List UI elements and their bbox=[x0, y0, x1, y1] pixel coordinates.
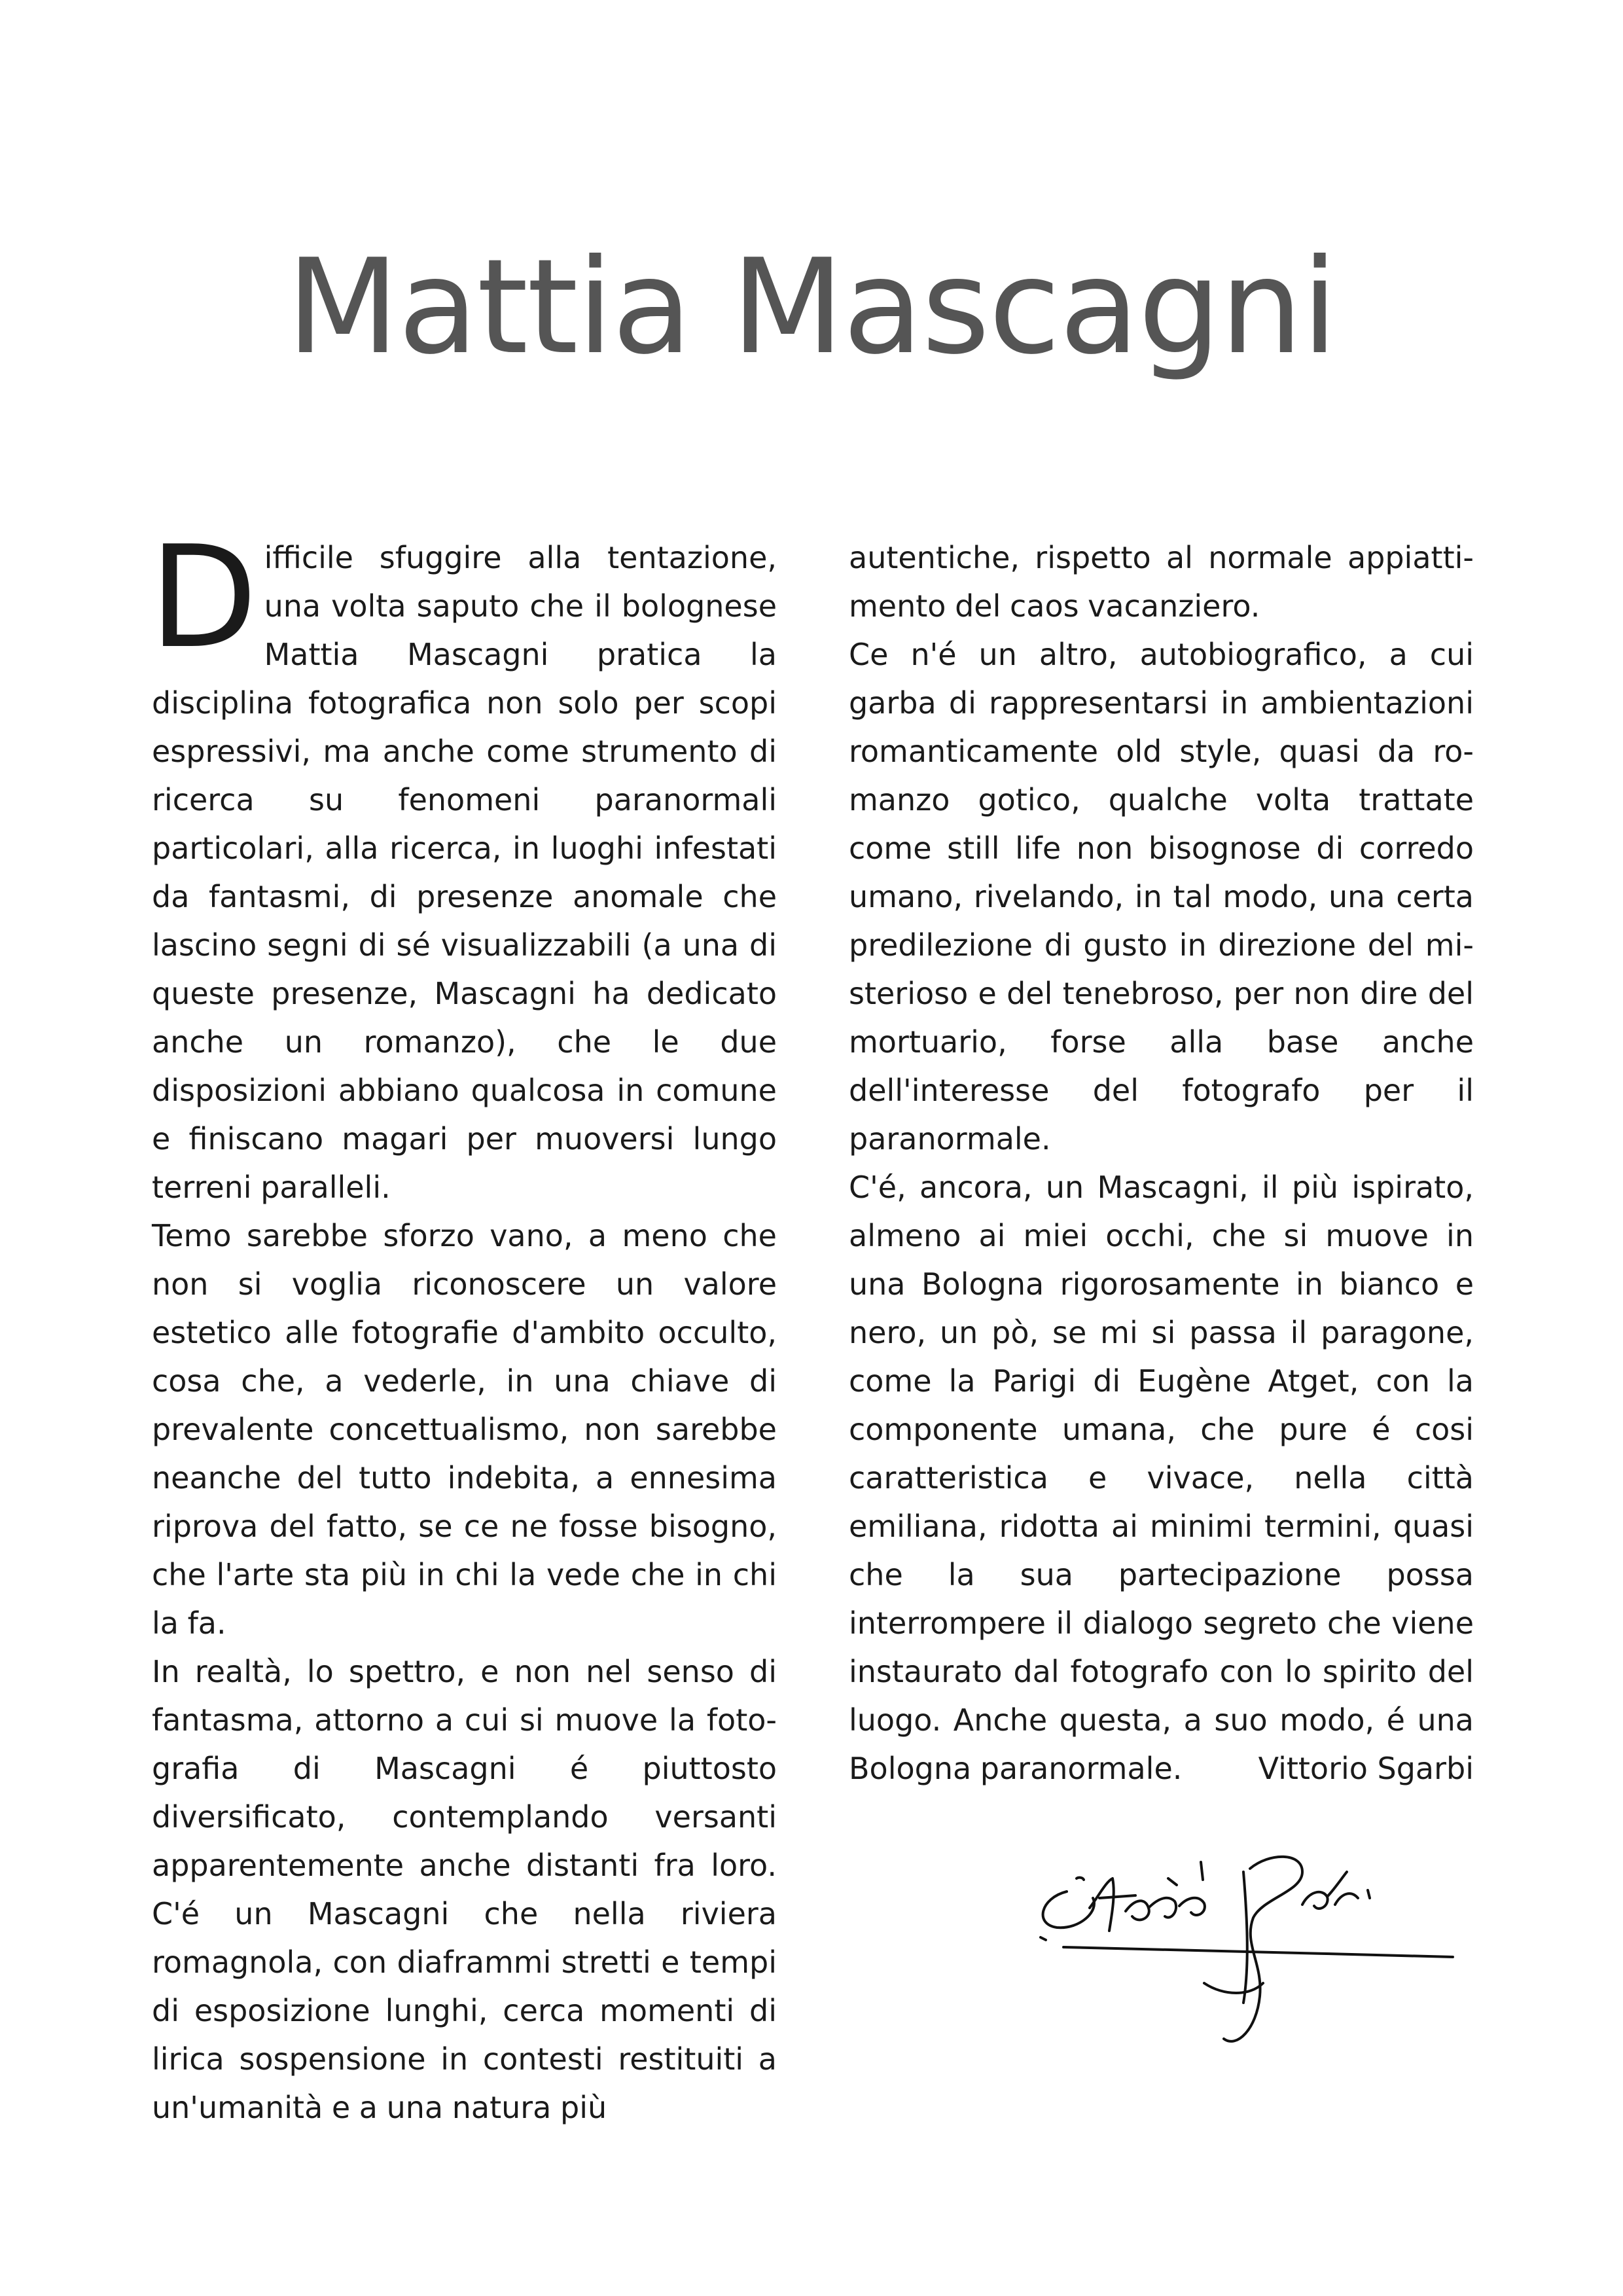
paragraph: In realtà, lo spettro, e non nel senso di fantasma, attorno a cui si muove la fotografia di Mascagni é piuttosto diversificato, contemplando versanti apparentemente anche distanti fra loro. C'é un Mascagni che nella riviera romagnola, con diaframmi stretti e tempi di esposizione lunghi, cerca momenti di lirica sospensione in contesti restituiti a un'umanità e a una natura più bbox=[152, 1654, 777, 2125]
handwritten-signature bbox=[1027, 1833, 1486, 2081]
paragraph: Temo sarebbe sforzo vano, a meno che non si voglia riconoscere un valore estetico alle fotografie d'ambito occulto, cosa che, a vederle, in una chiave di prevalente concettualismo, non sarebbe neanche del tutto indebita, a ennesima riprova del fatto, se ce ne fosse bisogno, che l'arte sta più in chi la vede che in chi la fa. bbox=[152, 1218, 777, 1641]
paragraph bbox=[149, 515, 777, 1211]
drop-cap: D bbox=[149, 515, 258, 679]
paragraph: autentiche, rispetto al normale appiattimento del caos vacanziero. bbox=[849, 540, 1474, 624]
paragraph: Ce n'é un altro, autobiografico, a cui garba di rappresentarsi in ambientazioni romanticamente old style, quasi da romanzo gotico, qualche volta trattate come still life non bisognose di corredo umano, rivelando, in tal modo, una certa predilezione di gusto in direzione del misterioso e del tenebroso, per non dire del mortuario, forse alla base anche dell'interesse del fotografo per il paranormale. bbox=[849, 637, 1474, 1157]
page-title: Mattia Mascagni bbox=[286, 231, 1337, 384]
right-column bbox=[849, 533, 1474, 1793]
paragraph: C'é, ancora, un Mascagni, il più ispirato, almeno ai miei occhi, che si muove in una Bologna rigorosamente in bianco e nero, un pò, se mi si passa il paragone, come la Parigi di Eugène Atget, con la componente umana, che pure é cosi caratteristica e vivace, nella città emiliana, ridotta ai minimi termini, quasi che la sua partecipazione possa interrompere il dialogo segreto che viene instaurato dal fotografo con lo spirito del luogo. Anche questa, a suo modo, é una Bologna paranormale. bbox=[849, 1170, 1474, 1786]
left-column bbox=[149, 515, 777, 2132]
paragraph-text: ifficile sfuggire alla tentazione, una volta saputo che il bolognese Mattia Mascagni pratica la disciplina fotografica non solo per scopi espressivi, ma anche come strumento di ricerca su fenomeni paranormali particolari, alla ricerca, in luoghi infestati da fantasmi, di presenze anomale che lascino segni di sé visualizzabili (a una di queste presenze, Mascagni ha dedicato anche un romanzo), che le due disposizioni abbiano qualcosa in comune e finiscano magari per muoversi lungo terreni paralleli. bbox=[152, 540, 777, 1205]
author-name: Vittorio Sgarbi bbox=[1258, 1751, 1474, 1786]
article-body bbox=[149, 515, 1474, 2125]
